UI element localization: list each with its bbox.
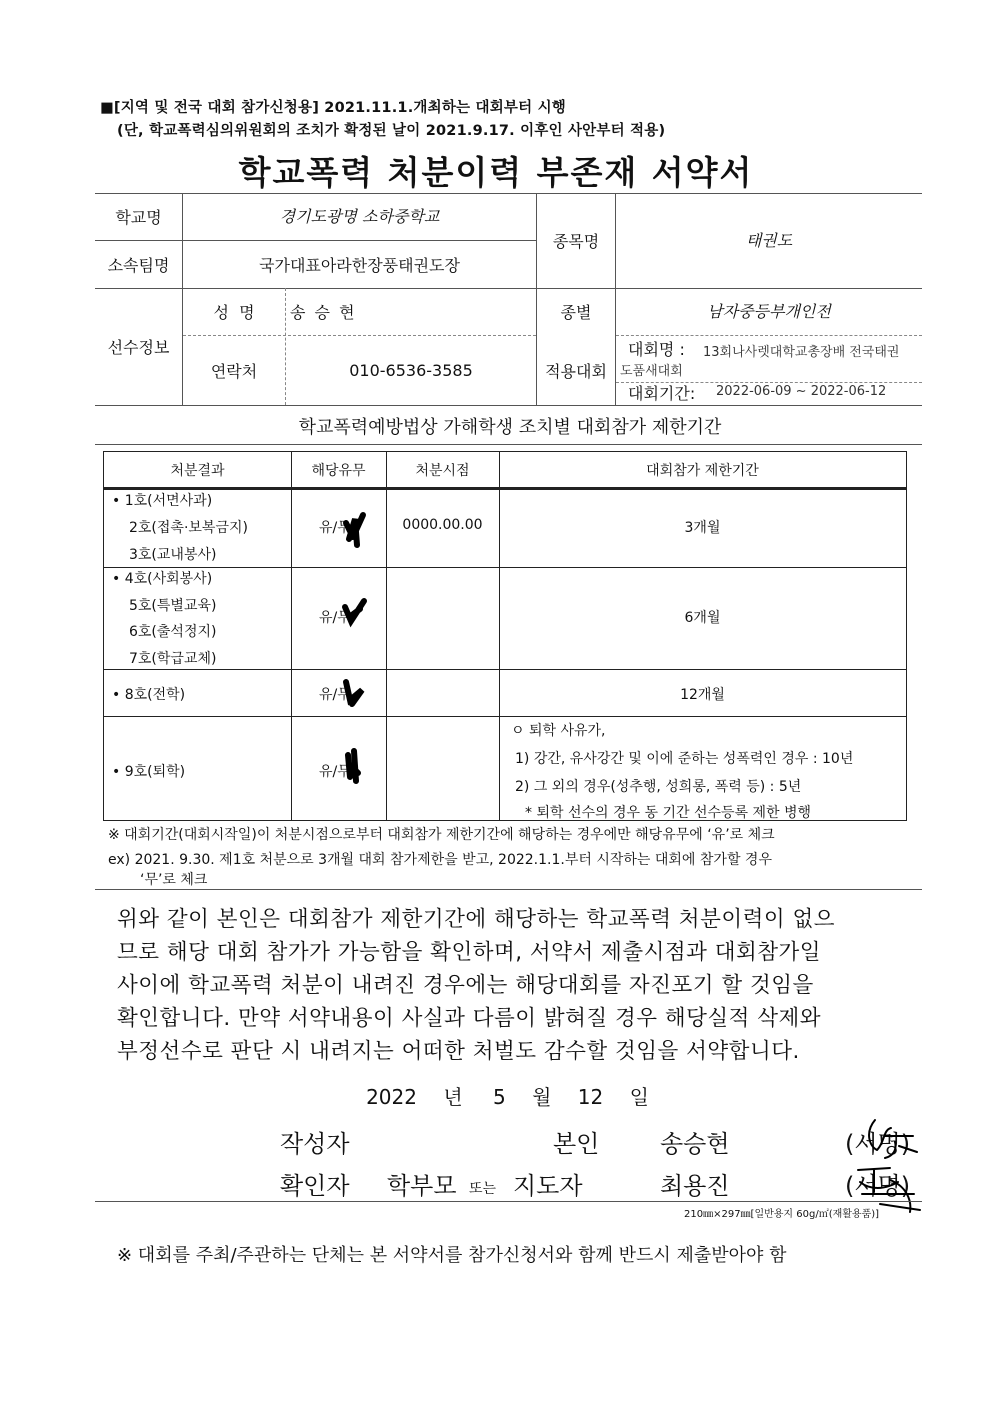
row4-period-line-2: 1) 강간, 유사강간 및 이에 준하는 성폭력인 경우 : 10년 bbox=[515, 751, 854, 767]
date-year-unit: 년 bbox=[443, 1085, 463, 1109]
note-2a: ex) 2021. 9.30. 제1호 처분으로 3개월 대회 참가제한을 받고, 2022.1.1.부터 시작하는 대회에 참가할 경우 bbox=[108, 852, 772, 868]
confirmer-or: 또는 bbox=[469, 1181, 497, 1197]
name-label: 성 명 bbox=[213, 303, 255, 322]
sport-label: 종목명 bbox=[552, 232, 600, 251]
row1-item-2: 2호(접촉·보복금지) bbox=[129, 520, 248, 536]
header-note-2: (단, 학교폭력심의위원회의 조치가 확정된 날이 2021.9.17. 이후인 사안부터 적용) bbox=[117, 123, 666, 139]
sport-value: 태권도 bbox=[745, 230, 793, 250]
row1-item-1: • 1호(서면사과) bbox=[112, 493, 213, 509]
paper-spec: 210㎜×297㎜[일반용지 60g/㎡(재활용품)] bbox=[684, 1209, 880, 1220]
row3-item-1: • 8호(전학) bbox=[112, 687, 186, 703]
writer-role: 본인 bbox=[553, 1130, 600, 1158]
contact-value: 010-6536-3585 bbox=[349, 360, 473, 380]
comp-name-label: 대회명 : bbox=[628, 340, 685, 359]
footer-note: ※ 대회를 주최/주관하는 단체는 본 서약서를 참가신청서와 함께 반드시 제출받아야 함 bbox=[117, 1245, 787, 1266]
check-mark-row1 bbox=[340, 509, 370, 549]
team-value: 국가대표아라한장풍태권도장 bbox=[259, 255, 460, 275]
confirmer-sign-placeholder: (서명) bbox=[845, 1172, 911, 1200]
category-label: 종별 bbox=[560, 303, 592, 322]
writer-sign-placeholder: (서명) bbox=[845, 1130, 911, 1158]
header-applicable: 해당유무 bbox=[311, 463, 366, 479]
school-label: 학교명 bbox=[115, 208, 162, 227]
writer-name: 송승현 bbox=[660, 1130, 730, 1158]
row1-period: 3개월 bbox=[684, 520, 721, 536]
category-value: 남자중등부개인전 bbox=[707, 302, 831, 321]
school-value: 경기도광명 소하중학교 bbox=[279, 207, 440, 226]
writer-signature bbox=[855, 1112, 925, 1164]
pledge-line-3: 사이에 학교폭력 처분이 내려진 경우에는 해당대회를 자진포기 할 것임을 bbox=[117, 973, 814, 998]
row4-period-line-4: * 퇴학 선수의 경우 동 기간 선수등록 제한 병행 bbox=[525, 805, 812, 821]
row1-choice: 유/무 bbox=[319, 520, 351, 536]
writer-label: 작성자 bbox=[280, 1130, 350, 1158]
header-period: 대회참가 제한기간 bbox=[646, 463, 759, 479]
row4-period-line-3: 2) 그 외의 경우(성추행, 성희롱, 폭력 등) : 5년 bbox=[515, 779, 802, 795]
date-month: 5 bbox=[493, 1085, 506, 1109]
pledge-line-4: 확인합니다. 만약 서약내용이 사실과 다름이 밝혀질 경우 해당실적 삭제와 bbox=[117, 1006, 822, 1031]
player-info-label: 선수정보 bbox=[107, 338, 170, 357]
confirmer-label: 확인자 bbox=[280, 1172, 350, 1200]
comp-period-value: 2022-06-09 ~ 2022-06-12 bbox=[716, 384, 887, 399]
pledge-line-2: 므로 해당 대회 참가가 가능함을 확인하며, 서약서 제출시점과 대회참가일 bbox=[117, 940, 822, 965]
restriction-table bbox=[103, 451, 907, 821]
check-mark-row2 bbox=[340, 595, 370, 635]
competition-label: 적용대회 bbox=[545, 361, 607, 381]
check-mark-row3 bbox=[340, 676, 370, 712]
date-year: 2022 bbox=[366, 1085, 417, 1109]
header-note-1: ■[지역 및 전국 대회 참가신청용] 2021.11.1.개최하는 대회부터 시행 bbox=[100, 100, 566, 116]
restriction-subtitle: 학교폭력예방법상 가해학생 조치별 대회참가 제한기간 bbox=[298, 417, 722, 438]
header-date: 처분시점 bbox=[415, 463, 470, 479]
confirmer-name: 최용진 bbox=[660, 1172, 730, 1200]
row2-item-4: 7호(학급교체) bbox=[129, 651, 217, 667]
row4-item-1: • 9호(퇴학) bbox=[112, 764, 186, 780]
comp-name-value-2: 도품새대회 bbox=[620, 364, 683, 379]
pledge-text bbox=[117, 903, 907, 1068]
row1-item-3: 3호(교내봉사) bbox=[129, 547, 217, 563]
date-day-unit: 일 bbox=[629, 1085, 649, 1109]
date-day: 12 bbox=[577, 1085, 604, 1109]
pledge-date bbox=[0, 1081, 992, 1110]
contact-label: 연락처 bbox=[210, 361, 258, 381]
check-mark-row4 bbox=[340, 747, 370, 787]
note-2b: ‘무’로 체크 bbox=[140, 872, 208, 888]
header-result: 처분결과 bbox=[170, 463, 225, 479]
document-title: 학교폭력 처분이력 부존재 서약서 bbox=[238, 153, 754, 192]
team-label: 소속팀명 bbox=[107, 255, 170, 275]
pledge-line-5: 부정선수로 판단 시 내려지는 어떠한 처벌도 감수할 것임을 서약합니다. bbox=[117, 1039, 800, 1064]
row4-period-line-1: ㅇ 퇴학 사유가, bbox=[511, 723, 606, 739]
row2-choice: 유/무 bbox=[319, 610, 351, 626]
comp-name-value-1: 13회나사렛대학교총장배 전국태권 bbox=[703, 345, 900, 360]
row4-choice: 유/무 bbox=[319, 764, 351, 780]
pledge-line-1: 위와 같이 본인은 대회참가 제한기간에 해당하는 학교폭력 처분이력이 없으 bbox=[117, 907, 836, 932]
row2-item-3: 6호(출석정지) bbox=[129, 624, 217, 640]
confirmer-role-coach: 지도자 bbox=[513, 1172, 583, 1200]
confirmer-role-parent: 학부모 bbox=[387, 1172, 457, 1200]
note-1: ※ 대회기간(대회시작일)이 처분시점으로부터 대회참가 제한기간에 해당하는 경우에만 해당유무에 ‘유’로 체크 bbox=[108, 827, 775, 843]
row2-item-2: 5호(특별교육) bbox=[129, 598, 217, 614]
row1-date: 0000.00.00 bbox=[402, 517, 483, 533]
row2-period: 6개월 bbox=[684, 610, 721, 626]
date-month-unit: 월 bbox=[532, 1085, 552, 1109]
row3-period: 12개월 bbox=[680, 687, 725, 703]
row3-choice: 유/무 bbox=[319, 687, 351, 703]
name-value: 송 승 현 bbox=[290, 303, 357, 322]
comp-period-label: 대회기간: bbox=[628, 384, 696, 403]
row2-item-1: • 4호(사회봉사) bbox=[112, 571, 213, 587]
